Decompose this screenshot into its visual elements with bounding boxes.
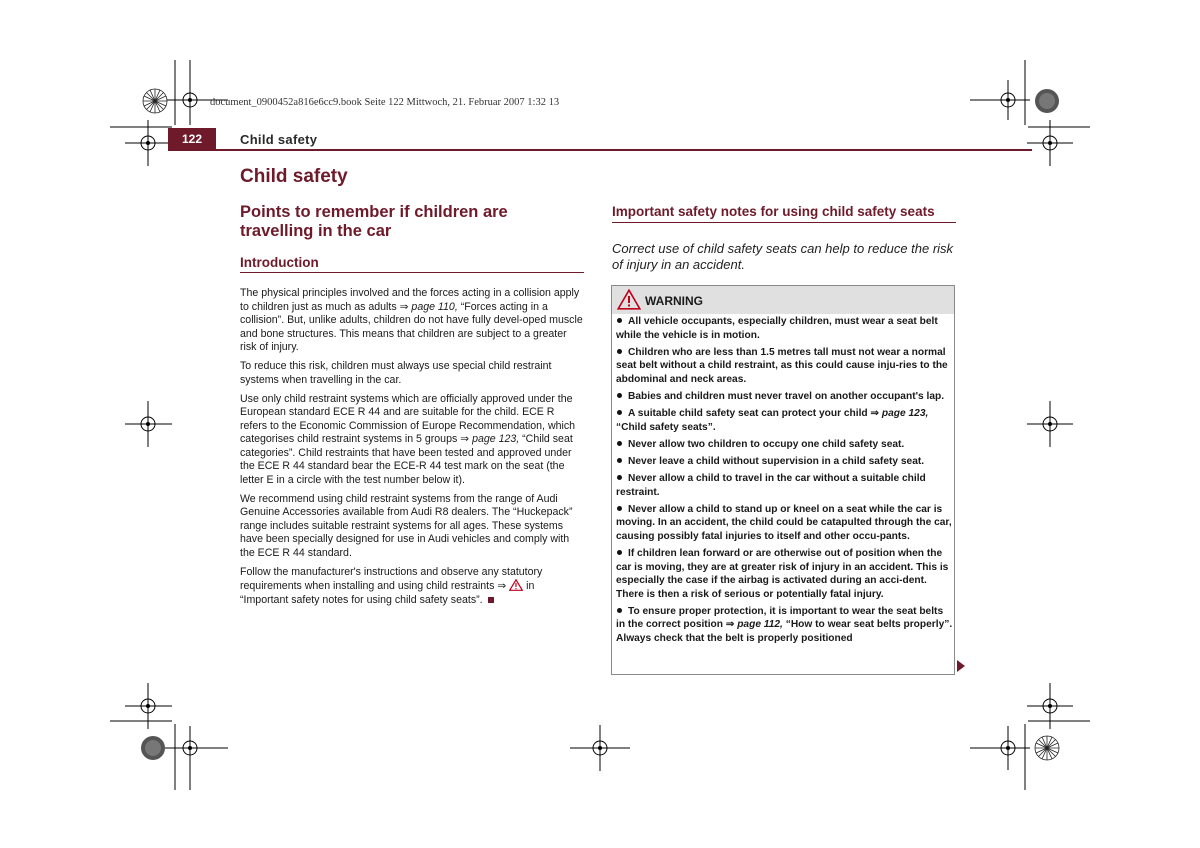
warning-triangle-icon[interactable] bbox=[509, 579, 523, 591]
end-marker-icon bbox=[488, 597, 494, 603]
bullet-icon bbox=[617, 475, 622, 480]
ref-arrow-icon: ⇒ bbox=[497, 580, 507, 592]
bullet-icon bbox=[617, 608, 622, 613]
warning-triangle-icon bbox=[617, 289, 641, 310]
bullet-icon bbox=[617, 441, 622, 446]
chapter-title: Child safety bbox=[240, 166, 348, 187]
list-item: Never leave a child without supervision in a child safety seat. bbox=[616, 455, 953, 469]
paragraph-recommendation: We recommend using child restraint systems from the range of Audi Genuine Accessories available from Audi R8 dealers. The “Huckepack” range includes suitable restraint systems for all ages. These systems have been specially designed for use in Audi vehicles and comply with the ECE R 44 standard. bbox=[240, 492, 573, 559]
list-item: Never allow a child to stand up or kneel on a seat while the car is moving. In an accident, the child could be catapulted through the car, causing possibly fatal injuries to itself and other occu-pants. bbox=[616, 503, 952, 542]
bullet-icon bbox=[617, 318, 622, 323]
ref-arrow-icon: ⇒ bbox=[460, 433, 470, 445]
paragraph-reduce-risk: To reduce this risk, children must always use special child restraint systems when travelling in the car. bbox=[240, 360, 552, 386]
bullet-icon bbox=[617, 410, 622, 415]
warning-label: WARNING bbox=[645, 294, 703, 308]
introduction-heading: Introduction bbox=[240, 255, 584, 273]
bullet-icon bbox=[617, 506, 622, 511]
paragraph-ece-r44: Use only child restraint systems which are officially approved under the European standard ECE R 44 and are suitable for the child. ECE R refers to the Economic Commission of Europe Recommendation, which categorises child restraint systems in 5 groups ⇒ page 123, “Child seat categories”. Child restraints that have been tested and approved under the ECE R 44 standard bear the ECE-R 44 test mark on the seat (the letter E in a circle with the test number below it). bbox=[240, 392, 576, 486]
page-reference-link[interactable]: page 123, bbox=[472, 433, 520, 445]
bullet-icon bbox=[617, 550, 622, 555]
paragraph-physical-principles: The physical principles involved and the forces acting in a collision apply to children just as much as adults ⇒ page 110, “Forces acting in a collision”. But, unlike adults, children do not have fully devel-oped muscle and bone structures. This means that children are subject to a greater risk of injury. bbox=[240, 287, 583, 353]
list-item: Never allow a child to travel in the car without a suitable child restraint. bbox=[616, 472, 926, 498]
safety-notes-heading: Important safety notes for using child safety seats bbox=[612, 204, 956, 223]
left-column-body bbox=[240, 287, 584, 613]
list-item: If children lean forward or are otherwise out of position when the car is moving, they are at greater risk of injury in an accident. This is especially the case if the airbag is activated during an acci-dent. There is then a risk of serious or potentially fatal injury. bbox=[616, 547, 949, 600]
continue-arrow-icon[interactable] bbox=[957, 660, 965, 672]
page-reference-link[interactable]: page 112, bbox=[737, 619, 783, 631]
bullet-icon bbox=[617, 393, 622, 398]
section-title: Points to remember if children are travelling in the car bbox=[240, 203, 508, 240]
ref-arrow-icon: ⇒ bbox=[870, 408, 880, 420]
list-item: Never allow two children to occupy one child safety seat. bbox=[616, 438, 953, 452]
header-rule bbox=[168, 149, 1032, 151]
bullet-icon bbox=[617, 458, 622, 463]
ref-arrow-icon: ⇒ bbox=[399, 300, 409, 313]
page-reference-link[interactable]: page 110, bbox=[411, 300, 458, 313]
ref-arrow-icon: ⇒ bbox=[725, 619, 735, 631]
list-item: A suitable child safety seat can protect your child ⇒ page 123, “Child safety seats”. bbox=[616, 408, 929, 433]
paragraph-manufacturer-instructions: Follow the manufacturer's instructions and observe any statutory requirements when installing and using child restraints ⇒ in “Important safety notes for using child safety seats”. bbox=[240, 565, 543, 606]
warning-list bbox=[616, 315, 953, 649]
list-item: To ensure proper protection, it is important to wear the seat belts in the correct position ⇒ page 112, “How to wear seat belts properly”. Always check that the belt is properly positioned bbox=[616, 605, 953, 644]
page-number: 122 bbox=[181, 132, 203, 146]
bullet-icon bbox=[617, 349, 622, 354]
print-info-line: document_0900452a816e6cc9.book Seite 122 Mittwoch, 21. Februar 2007 1:32 13 bbox=[210, 97, 560, 108]
list-item: Babies and children must never travel on another occupant's lap. bbox=[616, 390, 953, 404]
list-item: Children who are less than 1.5 metres tall must not wear a normal seat belt without a child restraint, as this could cause inju-ries to the abdominal and neck areas. bbox=[616, 346, 948, 385]
safety-notes-intro: Correct use of child safety seats can help to reduce the risk of injury in an accident. bbox=[612, 241, 954, 272]
list-item: All vehicle occupants, especially children, must wear a seat belt while the vehicle is in motion. bbox=[616, 316, 938, 341]
running-title: Child safety bbox=[240, 132, 318, 147]
page-reference-link[interactable]: page 123, bbox=[881, 408, 929, 420]
